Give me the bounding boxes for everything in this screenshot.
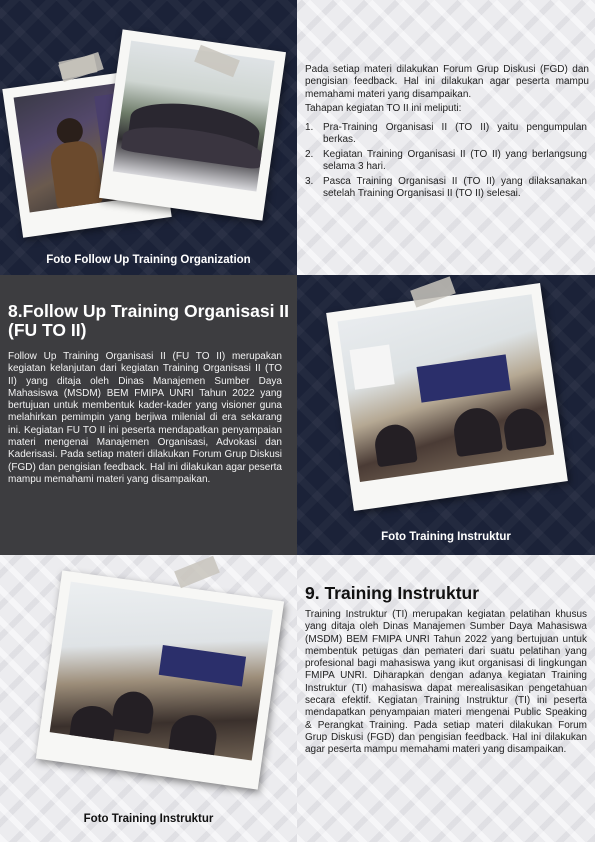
tape-strip: [174, 556, 220, 588]
stages-list: [305, 122, 587, 203]
step-number: 2.: [305, 149, 314, 160]
photo-panel-fu-to: [0, 0, 297, 275]
step-text: Kegiatan Training Organisasi II (TO II) yang berlangsung selama 3 hari.: [323, 149, 587, 172]
list-item: [305, 176, 587, 200]
photo-caption: Foto Training Instruktur: [83, 813, 214, 825]
section-paragraph: Training Instruktur (TI) merupakan kegiatan pelatihan khusus yang ditaja oleh Dinas Manajemen Sumber Daya Mahasiswa (MSDM) BEM FMIPA UNRI Tahun 2022 yang bertujuan untuk membentuk petugas dan pemateri dari suatu pelatihan yang profesional bagi mahasiswa yang ikut organisasi di lingkungan FMIPA UNRI. Diharapkan dengan adanya kegiatan Training Instruktur (TI) mahasiswa dapat merealisasikan pengetahuan secara efektif. Kegiatan Training Instruktur (TI) ini peserta mendapatkan penyampaian materi mengenai Public Speaking & Perangkat Training. Pada setiap materi dilakukan Forum Grup Diskusi (FGD) dan pengisian feedback. Hal ini dilakukan agar peserta mampu memahami materi yang disampaikan.: [305, 609, 587, 756]
group-photo-image: [113, 41, 275, 192]
step-text: Pra-Training Organisasi II (TO II) yaitu pengumpulan berkas.: [323, 122, 587, 145]
photo-panel-ti-1: [297, 275, 595, 555]
photo-training-room: [36, 570, 284, 789]
text-panel-to-ii: [297, 0, 595, 275]
training-room-image: [337, 294, 554, 482]
fgd-paragraph: Pada setiap materi dilakukan Forum Grup Diskusi (FGD) dan pengisian feedback. Hal ini dilakukan agar peserta mampu memahami materi yang disampaikan.: [305, 64, 589, 100]
photo-caption: Foto Follow Up Training Organization: [46, 254, 251, 266]
photo-training-room: [326, 283, 568, 511]
list-item: [305, 122, 587, 146]
photo-caption: Foto Training Instruktur: [381, 531, 511, 543]
training-room-image: [50, 582, 273, 761]
text-panel-ti: [297, 555, 595, 842]
step-number: 3.: [305, 176, 314, 187]
section-heading: 8.Follow Up Training Organisasi II (FU TO II): [8, 301, 290, 340]
text-panel-fu-to-ii: [0, 275, 297, 555]
photo-group: [99, 29, 286, 220]
list-item: [305, 149, 587, 173]
section-heading: 9. Training Instruktur: [305, 583, 480, 603]
step-number: 1.: [305, 122, 314, 133]
section-paragraph: Follow Up Training Organisasi II (FU TO II) merupakan kegiatan kelanjutan dari kegiatan Training Organisasi II (TO II) yang ditaja oleh Dinas Manajemen Sumber Daya Mahasiswa (MSDM) BEM FMIPA UNRI Tahun 2022 yang bertujuan untuk membentuk kader-kader yang visioner guna melahirkan pemimpin yang berjiwa milenial di era sekarang ini. Kegiatan FU TO II ini peserta mendapatkan penyampaian materi mengenai Manajemen Organisasi, Advokasi dan Kaderisasi. Pada setiap materi dilakukan Forum Grup Diskusi (FGD) dan pengisian feedback. Hal ini dilakukan agar peserta mampu memahami materi yang disampaikan.: [8, 351, 282, 485]
photo-panel-ti-2: [0, 555, 297, 842]
step-text: Pasca Training Organisasi II (TO II) yang dilaksanakan setelah Training Organisasi II (TO II) selesai.: [323, 176, 587, 199]
stages-intro: Tahapan kegiatan TO II ini meliputi:: [305, 103, 462, 114]
